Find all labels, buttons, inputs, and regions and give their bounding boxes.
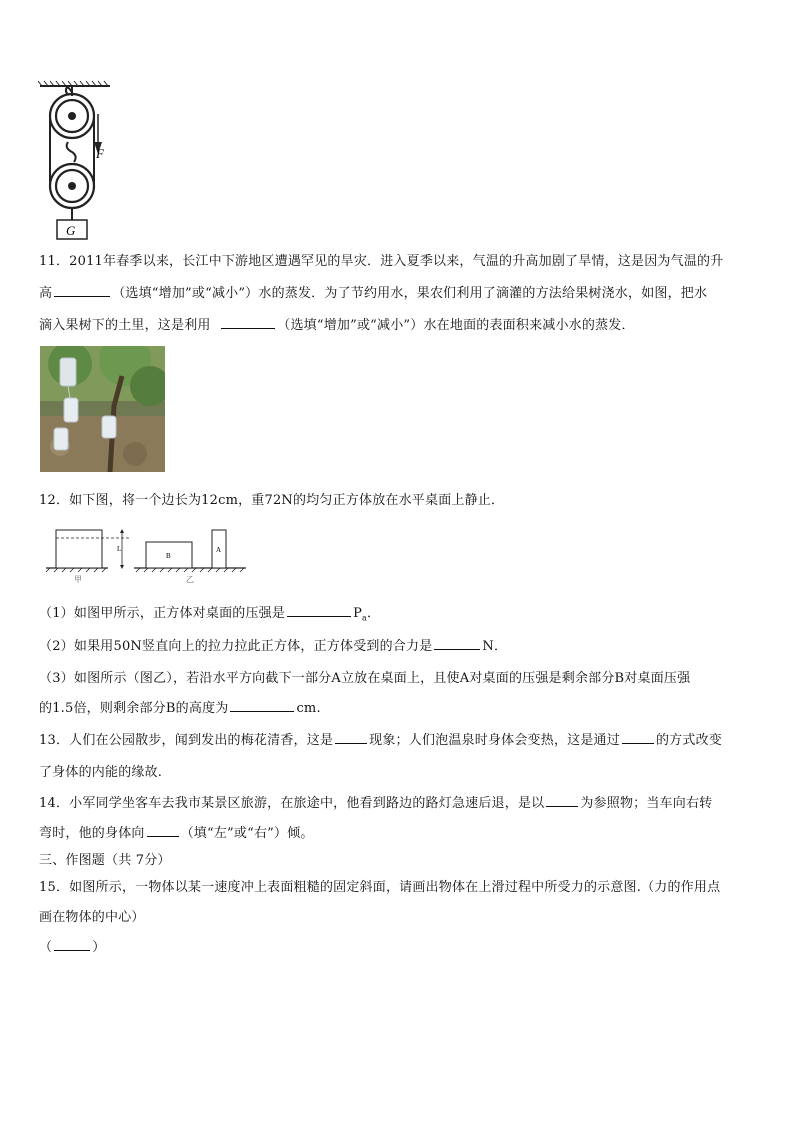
q12-stem: 12．如下图，将一个边长为12cm，重72N的均匀正方体放在水平桌面上静止． (39, 493, 505, 508)
q12-part2 (39, 635, 507, 654)
q11-line3 (39, 314, 635, 333)
answer-blank[interactable] (54, 938, 90, 951)
q14-text: 弯时，他的身体向 (39, 826, 145, 841)
unit-pa: P (353, 606, 363, 621)
caption-yi: 乙 (186, 575, 194, 584)
q13-text: 13．人们在公园散步，闻到发出的梅花清香，这是 (39, 733, 334, 748)
unit-sub: a (362, 613, 368, 623)
answer-blank[interactable] (287, 604, 351, 617)
answer-blank[interactable] (434, 637, 480, 650)
q11-line2 (39, 282, 707, 301)
q11-text: （选填“增加”或“减小”）水的蒸发．为了节约用水，果农们利用了滴灌的方法给果树浇水，如图，把水 (112, 286, 708, 301)
answer-blank[interactable] (546, 794, 578, 807)
q13-text: 的方式改变 (655, 733, 722, 748)
q14-text: （填“左”或“右”）倾。 (180, 826, 314, 841)
q14-line1 (39, 792, 712, 811)
caption-jia: 甲 (74, 575, 82, 584)
paren-open: （ (39, 940, 53, 955)
q12-text: （2）如果用50N竖直向上的拉力拉此正方体，正方体受到的合力是 (39, 639, 433, 654)
weight-label: G (66, 223, 76, 238)
pulley-diagram (38, 80, 120, 242)
label-A: A (216, 546, 222, 554)
q13-line2: 了身体的内能的缘故. (39, 765, 163, 780)
answer-blank[interactable] (622, 731, 654, 744)
q11-line1: 11．2011年春季以来，长江中下游地区遭遇罕见的旱灾．进入夏季以来，气温的升高加剧了旱情，这是因为气温的升 (39, 254, 724, 269)
force-label: F (96, 146, 104, 161)
answer-blank[interactable] (335, 731, 367, 744)
answer-blank[interactable] (147, 824, 179, 837)
q12-text: 的1.5倍，则剩余部分B的高度为 (39, 701, 229, 716)
q15-line1: 15．如图所示，一物体以某一速度冲上表面粗糙的固定斜面，请画出物体在上滑过程中所受力的示意图.（力的作用点 (39, 880, 721, 895)
q12-part3-line1: （3）如图所示（图乙），若沿水平方向截下一部分A立放在桌面上，且使A对桌面的压强是剩余部分B对桌面压强 (39, 671, 691, 686)
q12-text: （1）如图甲所示，正方体对桌面的压强是 (39, 606, 286, 621)
q12-text: cm. (296, 701, 321, 716)
q13-text: 现象；人们泡温泉时身体会变热，这是通过 (369, 733, 620, 748)
q15-line2: 画在物体的中心） (39, 910, 145, 925)
q12-part3-line2 (39, 697, 321, 716)
q15-answer (39, 936, 105, 955)
q14-text: 14．小军同学坐客车去我市某景区旅游，在旅途中，他看到路边的路灯急速后退，是以 (39, 796, 545, 811)
label-B: B (166, 552, 171, 560)
q14-text: 为参照物；当车向右转 (580, 796, 713, 811)
q12-part1 (39, 602, 380, 623)
q13-line1 (39, 729, 722, 748)
q12-text: N． (482, 639, 508, 654)
answer-blank[interactable] (230, 699, 294, 712)
q11-text: （选填“增加”或“减小”）水在地面的表面积来减小水的蒸发． (277, 318, 635, 333)
answer-blank[interactable] (54, 284, 110, 297)
answer-blank[interactable] (221, 316, 275, 329)
q11-text: 滴入果树下的土里，这是利用 (39, 318, 211, 333)
drip-irrigation-photo (40, 346, 165, 472)
section-title: 三、作图题（共 7分） (39, 853, 171, 868)
paren-close: ） (92, 940, 106, 955)
q11-text: 高 (39, 286, 53, 301)
cube-diagram (44, 522, 246, 586)
label-L: L (117, 545, 122, 553)
q14-line2 (39, 822, 314, 841)
q12-text: ． (367, 606, 381, 621)
